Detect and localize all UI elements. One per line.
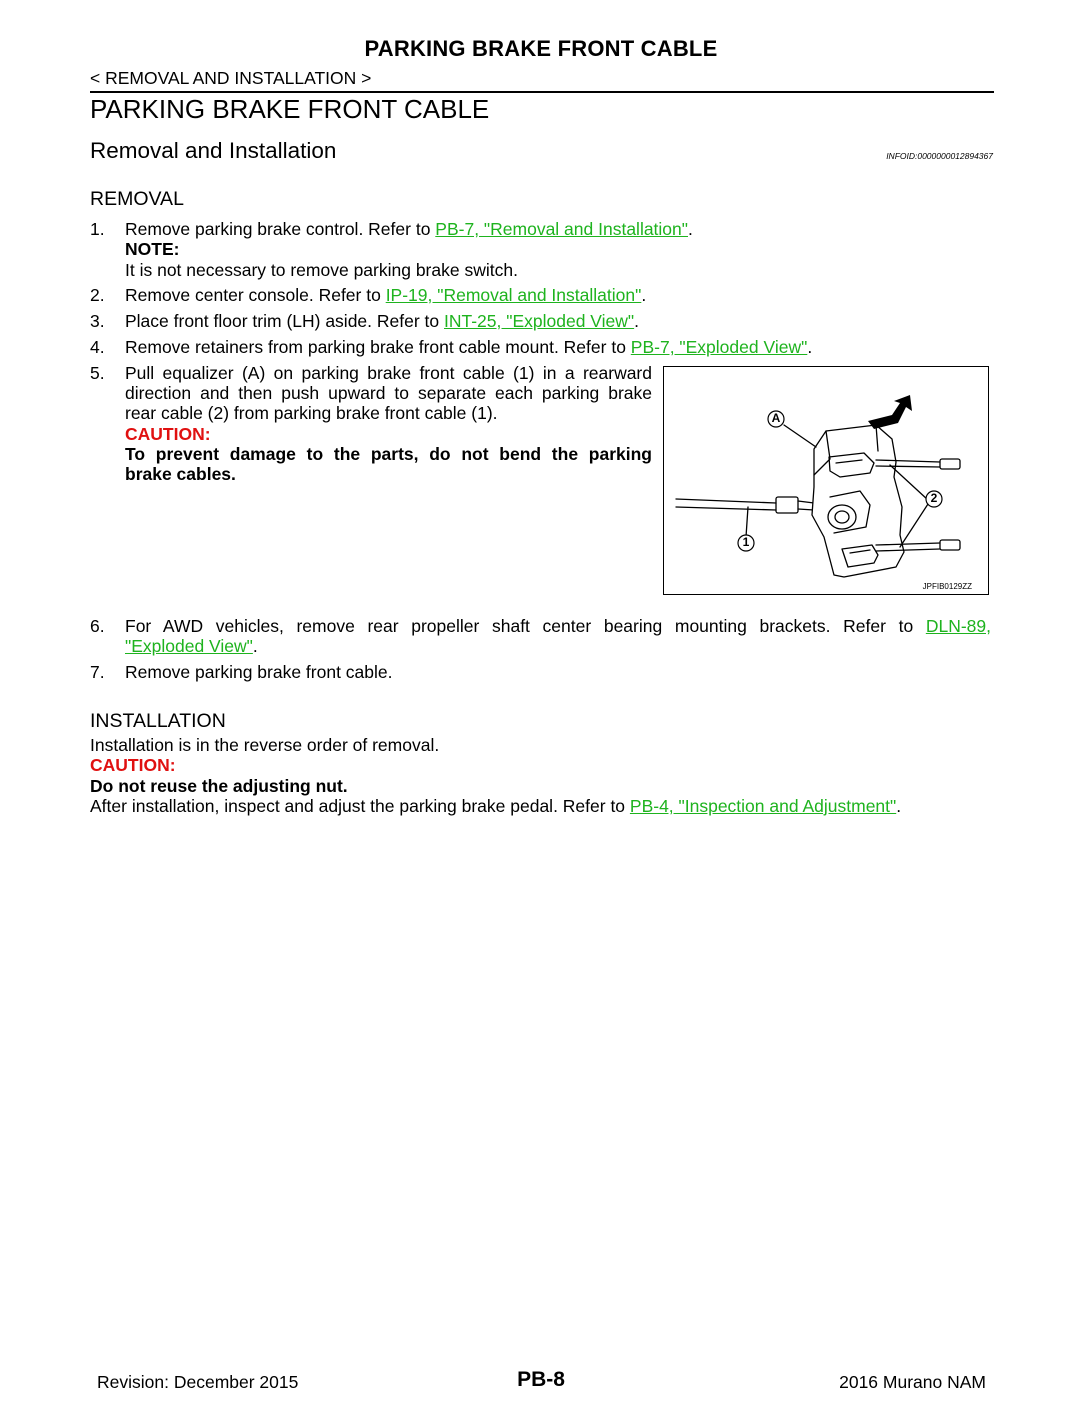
link-int25-exploded[interactable]: INT-25, "Exploded View" [444,311,635,331]
equalizer-illustration [663,366,989,595]
callout-2: 2 [930,491,938,505]
step-number: 4. [90,337,105,357]
step-text: Remove center console. Refer to [125,285,386,305]
step-number: 5. [90,363,105,383]
step-1 [125,219,693,240]
footer-model: 2016 Murano NAM [839,1372,986,1392]
link-pb7-exploded[interactable]: PB-7, "Exploded View" [630,337,808,357]
step-7: Remove parking brake front cable. [125,662,393,682]
link-ip19-removal[interactable]: IP-19, "Removal and Installation" [385,285,642,305]
step-number: 3. [90,311,105,331]
installation-caution-label: CAUTION: [90,755,176,775]
caution-text-line1: To prevent damage to the parts, do not bend the parking [125,444,652,464]
step-number: 6. [90,616,105,636]
note-label: NOTE: [125,239,180,259]
figure-id: JPFIB0129ZZ [922,582,972,591]
step-punct: . [896,796,902,816]
step-number: 7. [90,662,105,682]
callout-1: 1 [742,535,750,549]
step-punct: . [252,636,258,656]
step-text: Remove retainers from parking brake front cable mount. Refer to [125,337,631,357]
installation-text: Installation is in the reverse order of removal. [90,735,440,755]
installation-inspect-text [90,796,901,817]
installation-caution-text: Do not reuse the adjusting nut. [90,776,348,796]
step-number: 2. [90,285,105,305]
header-divider [90,91,994,93]
step-punct: . [807,337,813,357]
step-5-line1: Pull equalizer (A) on parking brake front cable (1) in a rearward [125,363,652,383]
callout-a: A [771,411,781,425]
page-header-title: PARKING BRAKE FRONT CABLE [364,36,718,61]
caution-label: CAUTION: [125,424,211,444]
step-punct: . [688,219,693,239]
info-id: INFOID:0000000012894367 [886,151,993,161]
step-text: Place front floor trim (LH) aside. Refer to [125,311,444,331]
link-pb7-removal[interactable]: PB-7, "Removal and Installation" [435,219,688,239]
step-number: 1. [90,219,105,239]
footer-revision: Revision: December 2015 [97,1372,299,1392]
step-6-line2 [125,636,258,657]
subsection-title: Removal and Installation [90,138,337,163]
step-4 [125,337,812,358]
breadcrumb: < REMOVAL AND INSTALLATION > [90,68,372,88]
inspect-text: After installation, inspect and adjust the parking brake pedal. Refer to [90,796,630,816]
step-3 [125,311,639,332]
footer-page-number: PB-8 [517,1368,565,1391]
step-text: Remove parking brake control. Refer to [125,219,436,239]
equalizer-drawing [664,367,990,596]
step-5-line3: rear cable (2) from parking brake front cable (1). [125,403,498,423]
note-text: It is not necessary to remove parking brake switch. [125,260,518,280]
step-text: For AWD vehicles, remove rear propeller shaft center bearing mounting brackets. Refer to [125,616,926,636]
caution-text-line2: brake cables. [125,464,236,484]
installation-heading: INSTALLATION [90,710,226,732]
step-6-line1 [125,616,991,637]
link-dln89-exploded-part2[interactable]: "Exploded View" [125,636,253,656]
removal-heading: REMOVAL [90,188,184,210]
section-title: PARKING BRAKE FRONT CABLE [90,94,490,124]
step-punct: . [634,311,639,331]
step-punct: . [641,285,647,305]
link-pb4-inspection[interactable]: PB-4, "Inspection and Adjustment" [629,796,897,816]
step-5-line2: direction and then push upward to separate each parking brake [125,383,652,403]
link-dln89-exploded-part1[interactable]: DLN-89, [925,616,991,636]
step-2 [125,285,646,306]
